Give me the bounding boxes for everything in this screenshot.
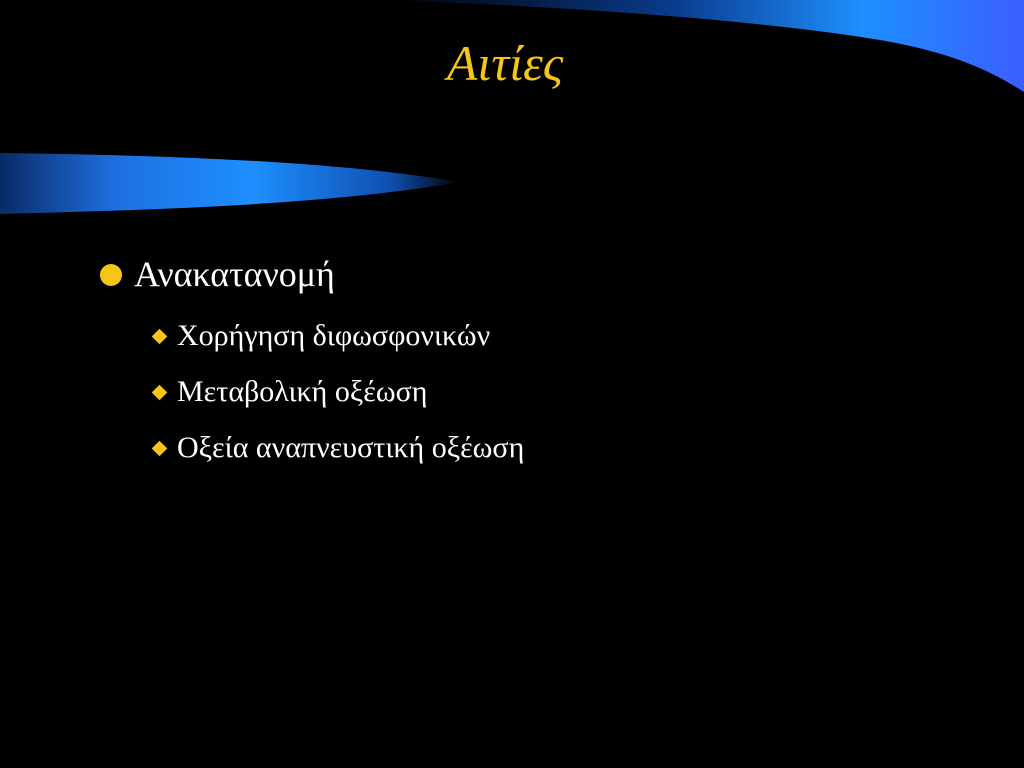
bullet-item (100, 250, 980, 300)
slide-title: Αιτίες (446, 35, 564, 91)
diamond-bullet-icon (152, 440, 168, 456)
sub-bullet-text: Οξεία αναπνευστική οξέωση (177, 431, 525, 464)
bullet-list (100, 250, 980, 476)
diamond-bullet-icon (152, 328, 168, 344)
bullet-dot-icon (100, 264, 122, 286)
diamond-bullet-icon (152, 384, 168, 400)
left-swoosh-shape (0, 153, 460, 214)
bullet-text: Ανακατανομή (134, 254, 335, 295)
sub-bullet-text: Χορήγηση διφωσφονικών (177, 319, 491, 352)
sub-bullet-text: Μεταβολική οξέωση (177, 375, 428, 408)
sub-bullet-item (150, 364, 980, 420)
sub-bullet-item (150, 420, 980, 476)
sub-bullet-item (150, 308, 980, 364)
sub-bullet-list (150, 308, 980, 476)
